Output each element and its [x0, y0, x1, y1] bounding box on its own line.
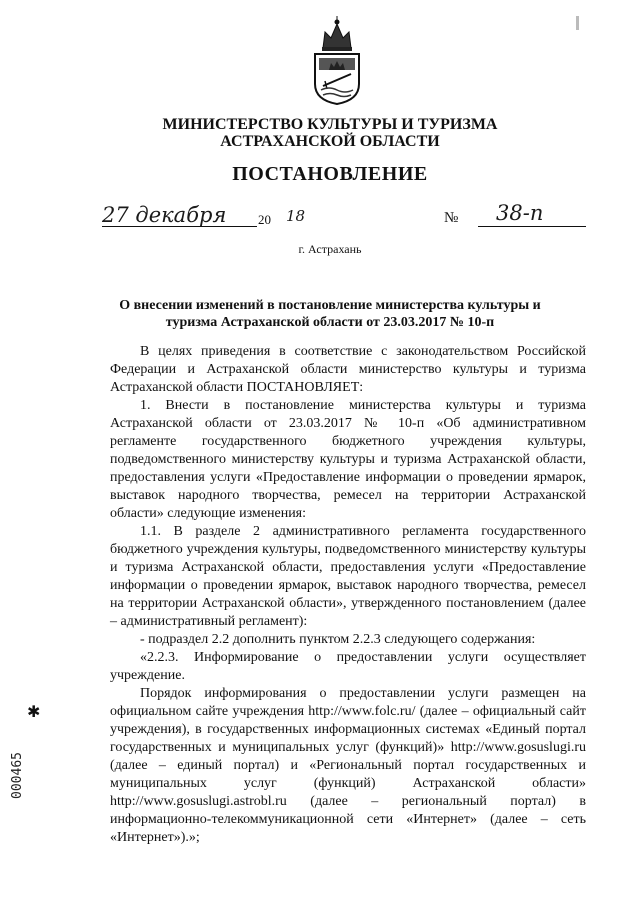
city-name: г. Астрахань: [298, 242, 362, 256]
paragraph-item-1: 1. Внести в постановление министерства культуры и туризма Астраханской области от 23.03.2017 № 10-п «Об административном регламенте государственного бюджетного учреждения культуры, подведомственного министерству культуры и туризма Астраханской области, предоставления услуги «Предоставление информации о проведении ярмарок, выставок народного творчества, ремесел на территории Астраханской области» следующие изменения:: [110, 398, 586, 521]
handwritten-year: 18: [286, 207, 306, 225]
subject-line-2: туризма Астраханской области от 23.03.2017 № 10-п: [165, 315, 495, 330]
number-underline: [478, 226, 586, 227]
handwritten-number: 38-п: [496, 201, 544, 225]
document-body: [110, 343, 586, 847]
number-sign: №: [444, 210, 459, 226]
ministry-line-1: МИНИСТЕРСТВО КУЛЬТУРЫ И ТУРИЗМА: [162, 116, 498, 133]
paragraph-subsection-2-2: - подраздел 2.2 дополнить пунктом 2.2.3 следующего содержания:: [140, 632, 536, 647]
paragraph-2-2-3: «2.2.3. Информирование о предоставлении услуги осуществляет учреждение.: [110, 650, 586, 683]
ministry-line-2: АСТРАХАНСКОЙ ОБЛАСТИ: [220, 133, 440, 150]
year-prefix: 20: [258, 212, 271, 227]
astrakhan-coat-of-arms-icon: [307, 14, 367, 106]
document-type-title: ПОСТАНОВЛЕНИЕ: [232, 163, 428, 185]
paragraph-preamble: В целях приведения в соответствие с законодательством Российской Федерации и Астраханской области министерство культуры и туризма Астраханской области ПОСТАНОВЛЯЕТ:: [110, 344, 586, 395]
date-underline: [102, 226, 257, 227]
handwritten-date: 27 декабря: [102, 203, 227, 227]
paragraph-informing-procedure: Порядок информирования о предоставлении услуги размещен на официальном сайте учреждения http://www.folc.ru/ (далее – официальный сайт учреждения), в государственных информационных системах «Единый портал государственных и муниципальных услуг (функций)» http://www.gosuslugi.ru (далее – единый портал) и «Региональный портал государственных и муниципальных услуг (функций) Астраханской области» http://www.gosuslugi.astrobl.ru (далее – региональный портал) в информационно-телекоммуникационной сети «Интернет» (далее – сеть «Интернет»).»;: [110, 686, 586, 845]
ministry-name: [120, 116, 540, 150]
margin-stamp-number: [9, 738, 44, 818]
document-subject: [110, 297, 550, 331]
scan-mark: [576, 16, 579, 30]
subject-line-1: О внесении изменений в постановление министерства культуры и: [119, 298, 541, 313]
stamp-number-text: 000465: [9, 752, 25, 799]
asterisk-mark: ✱: [27, 702, 41, 721]
paragraph-item-1-1: 1.1. В разделе 2 административного регламента государственного бюджетного учреждения культуры, подведомственного министерству культуры и туризма Астраханской области, предоставления услуги «Предоставление информации о проведении ярмарок, выставок народного творчества, ремесел на территории Астраханской области», утвержденного постановлением (далее – административный регламент):: [110, 524, 586, 629]
